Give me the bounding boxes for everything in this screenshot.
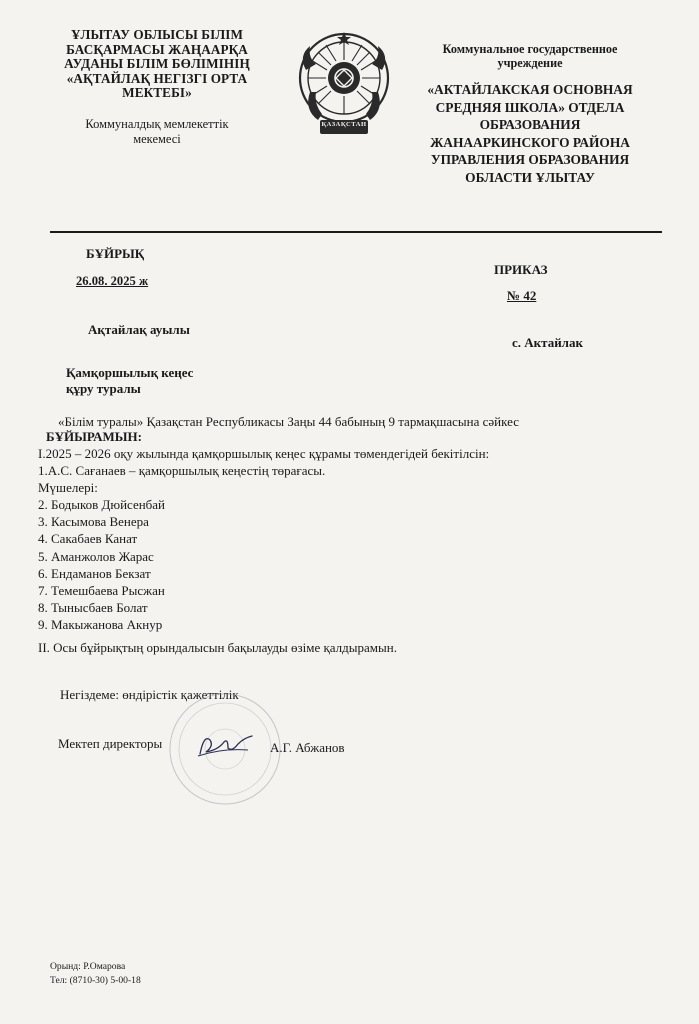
member-item: 5. Аманжолов Жарас (38, 548, 154, 564)
director-name: А.Г. Абжанов (270, 740, 345, 755)
chair-line: 1.А.С. Сағанаев – қамқоршылық кеңестің төрағасы. (38, 463, 326, 478)
header-ru-line: ОБРАЗОВАНИЯ (479, 117, 581, 132)
header-kz-title (44, 28, 270, 101)
executor-name: Орынд: Р.Омарова (50, 961, 126, 972)
emblem-text: ҚАЗАҚСТАН (321, 121, 367, 128)
header-ru-title (400, 81, 660, 186)
header-kz-line: «АҚТАЙЛАҚ НЕГІЗГІ ОРТА (66, 70, 248, 86)
header-ru-line: «АКТАЙЛАКСКАЯ ОСНОВНАЯ (427, 82, 633, 97)
item-1: І.2025 – 2026 оқу жылында қамқоршылық кеңес құрамы төмендегідей бекітілсін: (38, 446, 490, 461)
order-title-kz: БҰЙРЫҚ (86, 246, 145, 261)
header-kz-line: АУДАНЫ БІЛІМ БӨЛІМІНІҢ (64, 56, 250, 72)
order-title-ru: ПРИКАЗ (494, 262, 548, 277)
header-ru-line: ОБЛАСТИ ҰЛЫТАУ (465, 169, 595, 185)
contact-phone: Тел: (8710-30) 5-00-18 (50, 975, 141, 986)
header-divider (50, 231, 662, 233)
header-kz-line: МЕКТЕБІ» (122, 85, 192, 101)
order-subject (66, 365, 193, 397)
member-item: 9. Макыжанова Акнур (38, 617, 163, 633)
header-kz-sub-line: мекемесі (133, 131, 181, 146)
member-item: 8. Тынысбаев Болат (38, 600, 148, 616)
place-ru: с. Актайлак (512, 335, 583, 350)
preamble: «Білім туралы» Қазақстан Республикасы Заңы 44 бабының 9 тармақшасына сәйкес (58, 414, 519, 429)
members-label: Мүшелері: (38, 480, 98, 495)
member-item: 3. Касымова Венера (38, 514, 149, 530)
order-number: № 42 (507, 288, 537, 303)
header-kz-subtitle (44, 117, 270, 146)
header-ru-line: учреждение (497, 56, 563, 70)
subject-line: құру туралы (66, 381, 141, 396)
header-ru-top (400, 42, 660, 70)
member-item: 2. Бодыков Дюйсенбай (38, 497, 166, 512)
header-kz-line: ҰЛЫТАУ ОБЛЫСЫ БІЛІМ (70, 27, 244, 42)
header-kz-sub-line: Коммуналдық мемлекеттік (85, 117, 229, 131)
signature-icon (194, 730, 258, 762)
header-kz-line: БАСҚАРМАСЫ ЖАҢААРҚА (66, 41, 248, 57)
member-item: 4. Сакабаев Канат (38, 531, 138, 547)
order-date: 26.08. 2025 ж (76, 274, 149, 288)
member-item: 7. Темешбаева Рысжан (38, 582, 165, 598)
basis: Негіздеме: өндірістік қажеттілік (60, 687, 239, 702)
item-2: ІІ. Осы бұйрықтың орындалысын бақылауды өзіме қалдырамын. (38, 640, 397, 655)
place-kz: Ақтайлақ ауылы (88, 322, 190, 337)
members-list (38, 497, 165, 635)
command-word: БҰЙЫРАМЫН: (46, 429, 143, 444)
subject-line: Қамқоршылық кеңес (66, 365, 194, 380)
header-ru-line: СРЕДНЯЯ ШКОЛА» ОТДЕЛА (435, 99, 625, 115)
header-ru-line: ЖАНААРКИНСКОГО РАЙОНА (430, 134, 630, 150)
header-ru-line: УПРАВЛЕНИЯ ОБРАЗОВАНИЯ (430, 152, 630, 167)
director-label: Мектеп директоры (58, 736, 163, 751)
header-ru-line: Коммунальное государственное (442, 42, 618, 56)
member-item: 6. Ендаманов Бекзат (38, 565, 151, 581)
